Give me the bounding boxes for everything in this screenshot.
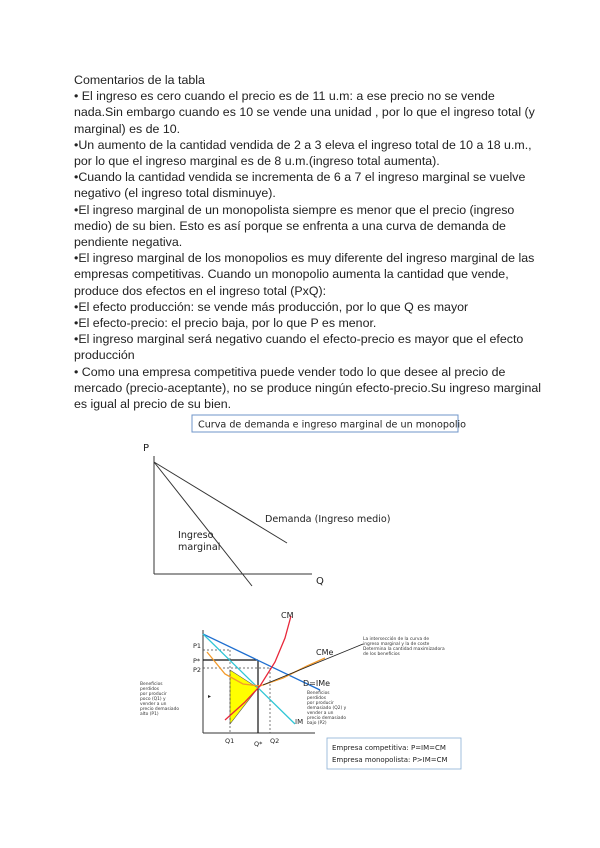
summary-line-1: Empresa competitiva: P=IM=CM bbox=[332, 744, 446, 752]
comments-heading: Comentarios de la tabla bbox=[74, 73, 205, 87]
comment-line: •El ingreso marginal será negativo cuando el efecto-precio es mayor que el efecto producción bbox=[74, 332, 524, 363]
svg-text:precio demasiado: precio demasiado bbox=[140, 707, 180, 712]
comments-text bbox=[74, 72, 544, 412]
comment-line: • Como una empresa competitiva puede vender todo lo que desee al precio de mercado (precio-aceptante), no se produce ningún efecto-precio.Su ingreso marginal es igual al precio de su bien. bbox=[74, 364, 541, 412]
q2-label: Q2 bbox=[270, 737, 280, 745]
monopoly-profit-figure bbox=[135, 608, 465, 773]
svg-text:poco (Q1) y: poco (Q1) y bbox=[140, 697, 166, 702]
comment-line: •Cuando la cantidad vendida se incrementa de 6 a 7 el ingreso marginal se vuelve negativo (el ingreso total disminuye). bbox=[74, 170, 526, 201]
axis-y-label: P bbox=[143, 443, 150, 454]
mr-label-2: marginal bbox=[178, 542, 221, 553]
intersection-note bbox=[363, 635, 445, 657]
comment-line: •El ingreso marginal de un monopolista siempre es menor que el precio (ingreso medio) de su bien. Esto es así porque se enfrenta a una curva de demanda de pendiente negativa. bbox=[74, 202, 515, 250]
cm-label: CM bbox=[281, 611, 294, 620]
p2-label: P2 bbox=[193, 666, 202, 674]
demand-mr-figure bbox=[140, 412, 480, 594]
mr-label-1: Ingreso bbox=[178, 530, 214, 541]
summary-line-2: Empresa monopolista: P>IM=CM bbox=[332, 756, 448, 764]
comment-line: •Un aumento de la cantidad vendida de 2 a 3 eleva el ingreso total de 10 a 18 u.m., por lo que el ingreso marginal es de 8 u.m.(ingreso total aumenta). bbox=[74, 137, 532, 169]
figure1-title: Curva de demanda e ingreso marginal de un monopolio bbox=[198, 419, 467, 431]
marginal-revenue-curve bbox=[154, 462, 252, 586]
svg-text:precio demasiado: precio demasiado bbox=[307, 716, 347, 721]
svg-text:de los beneficios: de los beneficios bbox=[363, 652, 400, 657]
pstar-label: P* bbox=[193, 657, 201, 665]
svg-text:vender a un: vender a un bbox=[140, 702, 167, 707]
q1-label: Q1 bbox=[225, 737, 235, 745]
svg-text:por producir: por producir bbox=[307, 701, 334, 706]
demand-curve bbox=[154, 462, 287, 543]
svg-text:bajo (P2): bajo (P2) bbox=[307, 721, 327, 726]
deadweight-area bbox=[230, 670, 258, 724]
svg-text:La intersección de la curva de: La intersección de la curva de bbox=[363, 637, 430, 642]
comment-line: •El efecto producción: se vende más producción, por lo que Q es mayor bbox=[74, 299, 469, 314]
pointer-arrow: ▸ bbox=[208, 693, 212, 700]
svg-text:perdidos: perdidos bbox=[140, 687, 159, 692]
svg-text:Beneficios: Beneficios bbox=[140, 682, 163, 687]
demand-label: D=IMe bbox=[303, 679, 331, 688]
svg-text:demasiado (Q2) y: demasiado (Q2) y bbox=[307, 706, 347, 711]
svg-text:vender a un: vender a un bbox=[307, 711, 334, 716]
svg-text:alto (P1): alto (P1) bbox=[140, 712, 159, 717]
comment-line: • El ingreso es cero cuando el precio es de 11 u.m: a ese precio no se vende nada.Sin embargo cuando es 10 se vende una unidad , por lo que el ingreso total (y marginal) es de 10. bbox=[74, 89, 535, 136]
demand-label: Demanda (Ingreso medio) bbox=[265, 514, 391, 525]
svg-text:Beneficios: Beneficios bbox=[307, 691, 330, 696]
lost-profit-high-note bbox=[307, 690, 347, 726]
im-label: IM bbox=[295, 718, 304, 726]
comment-line: •El efecto-precio: el precio baja, por lo que P es menor. bbox=[74, 316, 377, 331]
svg-text:por producir: por producir bbox=[140, 692, 167, 697]
p1-label: P1 bbox=[193, 642, 202, 650]
axis-x-label: Q bbox=[316, 576, 324, 587]
svg-text:Determina la cantidad maximiza: Determina la cantidad maximizadora bbox=[363, 647, 445, 652]
qstar-label: Q* bbox=[254, 740, 263, 748]
summary-box bbox=[327, 738, 461, 769]
svg-text:perdidos: perdidos bbox=[307, 696, 326, 701]
lost-profit-low-note bbox=[140, 681, 179, 717]
comment-line: •El ingreso marginal de los monopolios es muy diferente del ingreso marginal de las empresas competitivas. Cuando un monopolio aumenta la cantidad que vende, produce dos efectos en el ingreso total (PxQ): bbox=[74, 251, 535, 298]
svg-text:ingreso marginal y la de coste: ingreso marginal y la de coste bbox=[363, 642, 430, 647]
cme-label: CMe bbox=[316, 648, 334, 657]
